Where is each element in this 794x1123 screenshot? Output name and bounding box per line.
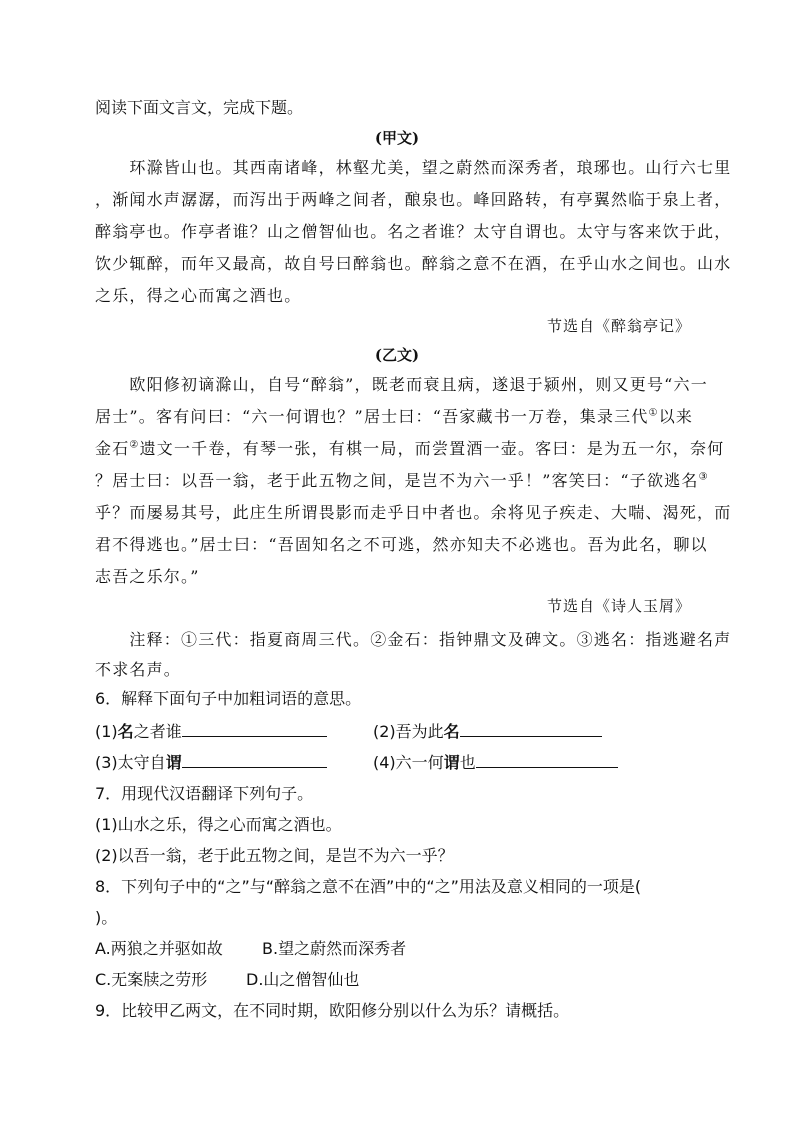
q6-item-2-answer-blank[interactable]: [460, 720, 602, 737]
jia-line-5: 之乐，得之心而寓之酒也。: [95, 286, 302, 305]
footnote-marker-2: ②: [129, 439, 140, 451]
q6-item-1-bold: 名: [117, 722, 134, 741]
yi-line-4-text: ？居士曰：以吾一翁，老于此五物之间，是岂不为六一乎！”客笑曰：“子欲逃名: [95, 471, 699, 490]
yi-title: (乙文): [374, 346, 420, 364]
yi-line-1: 欧阳修初谪滁山，自号“醉翁”，既老而衰且病，遂退于颍州，则又更号“六一: [95, 375, 708, 394]
jia-line-2: ，渐闻水声潺潺，而泻出于两峰之间者，酿泉也。峰回路转，有亭翼然临于泉上者，: [95, 190, 732, 209]
q6-item-3-answer-blank[interactable]: [182, 751, 327, 768]
jia-line-4: 饮少辄醉，而年又最高，故自号曰醉翁也。醉翁之意不在酒，在乎山水之间也。山水: [95, 254, 732, 273]
yi-line-6: 君不得逃也。”居士曰：“吾固知名之不可逃，然亦知夫不必逃也。吾为此名，聊以: [95, 535, 708, 554]
yi-source: 节选自《诗人玉屑》: [546, 597, 691, 615]
notes-line-2: 不求名声。: [95, 660, 182, 679]
yi-line-2-text: 居士”。客有问曰：“六一何谓也？”居士曰：“吾家藏书一万卷，集录三代: [95, 407, 649, 426]
jia-line-1: 环滁皆山也。其西南诸峰，林壑尤美，望之蔚然而深秀者，琅琊也。山行六七里: [95, 158, 732, 177]
q8-option-c[interactable]: C.无案牍之劳形: [95, 970, 208, 989]
q6-item-4-bold: 谓: [443, 753, 460, 772]
yi-line-2-end: 以来: [658, 407, 694, 426]
q6-item-3-pre: (3)太守自: [95, 753, 166, 772]
q6-item-3: [95, 751, 327, 774]
footnote-marker-3: ③: [698, 471, 709, 483]
q9-stem: 9．比较甲乙两文，在不同时期，欧阳修分别以什么为乐？请概括。: [95, 1001, 570, 1020]
q8-option-a[interactable]: A.两狼之并驱如故: [95, 939, 223, 958]
jia-line-3: 醉翁亭也。作亭者谁？山之僧智仙也。名之者谁？太守自谓也。太守与客来饮于此，: [95, 222, 732, 241]
q6-item-1-pre: (1): [95, 722, 118, 741]
yi-line-3-a: 金石: [95, 439, 130, 458]
q6-item-1: [95, 720, 327, 743]
jia-source: 节选自《醉翁亭记》: [546, 317, 691, 335]
footnote-marker-1: ①: [648, 407, 659, 419]
yi-line-7: 志吾之乐尔。”: [95, 567, 200, 586]
q6-item-4-post: 也: [459, 753, 476, 772]
q6-item-2-bold: 名: [443, 722, 460, 741]
yi-line-2: [95, 407, 695, 427]
q6-item-2: [373, 720, 602, 743]
q8-option-d[interactable]: D.山之僧智仙也: [246, 970, 360, 989]
yi-line-3: [95, 439, 725, 459]
q7-sentence-1: (1)山水之乐，得之心而寓之酒也。: [95, 815, 342, 834]
yi-line-3-b: 遗文一千卷，有琴一张，有棋一局，而尝置酒一壶。客曰：是为五一尔，奈何: [139, 439, 725, 458]
jia-title: (甲文): [374, 129, 420, 147]
q6-item-2-pre: (2)吾为此: [373, 722, 444, 741]
q8-stem-line-1: 8．下列句子中的“之”与“醉翁之意不在酒”中的“之”用法及意义相同的一项是(: [95, 877, 642, 896]
q6-item-1-post: 之者谁: [133, 722, 182, 741]
q6-item-4-answer-blank[interactable]: [476, 751, 618, 768]
yi-line-5: 乎？而屡易其号，此庄生所谓畏影而走乎日中者也。余将见子疾走、大喘、渴死，而: [95, 503, 732, 522]
q6-item-4: [373, 751, 618, 774]
q7-stem: 7．用现代汉语翻译下列句子。: [95, 784, 314, 803]
q6-item-3-bold: 谓: [165, 753, 182, 772]
intro-text: 阅读下面文言文，完成下题。: [95, 98, 304, 117]
q7-sentence-2: (2)以吾一翁，老于此五物之间，是岂不为六一乎？: [95, 846, 454, 865]
q6-item-4-pre: (4)六一何: [373, 753, 444, 772]
q6-stem: 6．解释下面句子中加粗词语的意思。: [95, 689, 362, 708]
yi-line-4: [95, 471, 709, 491]
q8-option-b[interactable]: B.望之蔚然而深秀者: [262, 939, 407, 958]
q8-stem-line-2: )。: [95, 908, 118, 927]
notes-line-1: 注释：①三代：指夏商周三代。②金石：指钟鼎文及碑文。③逃名：指逃避名声: [95, 630, 732, 649]
q6-item-1-answer-blank[interactable]: [182, 720, 327, 737]
